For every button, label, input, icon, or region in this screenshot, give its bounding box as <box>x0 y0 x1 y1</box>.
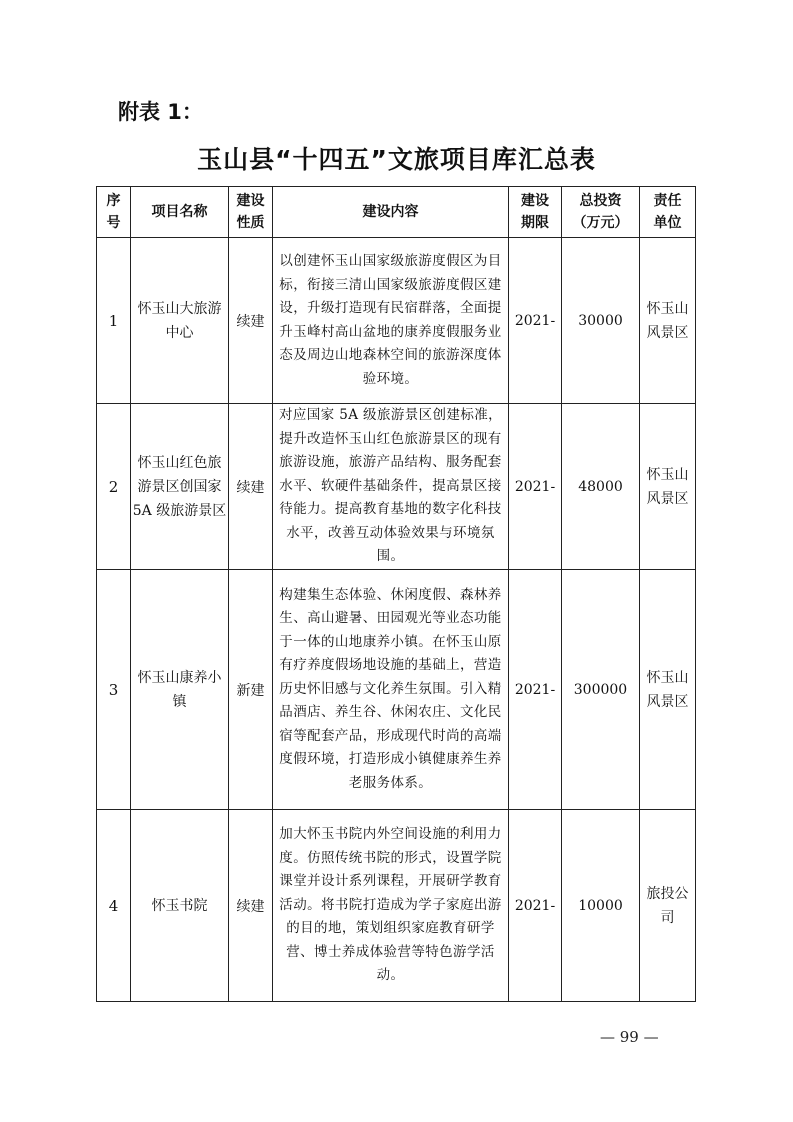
row-content: 加大怀玉书院内外空间设施的利用力度。仿照传统书院的形式，设置学院课堂并设计系列课程，开展研学教育活动。将书院打造成为学子家庭出游的目的地，策划组织家庭教育研学营、博士养成体验营等特色游学活动。 <box>273 810 509 1002</box>
row-period: 2021- <box>509 810 562 1002</box>
row-num: 2 <box>97 404 131 570</box>
row-unit: 怀玉山风景区 <box>640 570 696 810</box>
row-unit: 怀玉山风景区 <box>640 404 696 570</box>
header-name: 项目名称 <box>131 187 229 238</box>
appendix-label: 附表 1： <box>118 100 203 124</box>
row-nature: 续建 <box>229 810 273 1002</box>
row-num: 4 <box>97 810 131 1002</box>
row-project-name: 怀玉山红色旅游景区创国家 5A 级旅游景区 <box>131 404 229 570</box>
header-nature-text: 建设性质 <box>236 193 265 231</box>
row-invest: 300000 <box>562 570 640 810</box>
row-unit: 旅投公司 <box>640 810 696 1002</box>
row-num: 3 <box>97 570 131 810</box>
row-content: 构建集生态体验、休闲度假、森林养生、高山避暑、田园观光等业态功能于一体的山地康养小镇。在怀玉山原有疗养度假场地设施的基础上，营造历史怀旧感与文化养生氛围。引入精品酒店、养生谷、休闲农庄、文化民宿等配套产品，形成现代时尚的高端度假环境，打造形成小镇健康养生养老服务体系。 <box>273 570 509 810</box>
table-header-row <box>97 187 696 238</box>
header-num <box>97 187 131 238</box>
project-summary-table <box>96 186 696 1002</box>
row-invest: 10000 <box>562 810 640 1002</box>
row-period: 2021- <box>509 238 562 404</box>
row-num: 1 <box>97 238 131 404</box>
row-project-name: 怀玉山大旅游中心 <box>131 238 229 404</box>
table-row <box>97 404 696 570</box>
row-unit: 怀玉山风景区 <box>640 238 696 404</box>
row-invest: 30000 <box>562 238 640 404</box>
row-period: 2021- <box>509 404 562 570</box>
row-nature: 续建 <box>229 404 273 570</box>
row-content: 以创建怀玉山国家级旅游度假区为目标，衔接三清山国家级旅游度假区建设，升级打造现有民宿群落，全面提升玉峰村高山盆地的康养度假服务业态及周边山地森林空间的旅游深度体验环境。 <box>273 238 509 404</box>
page-number: — 99 — <box>600 1028 659 1046</box>
page-title: 玉山县“十四五”文旅项目库汇总表 <box>197 145 596 174</box>
header-unit-text: 责任单位 <box>653 193 682 231</box>
row-project-name: 怀玉书院 <box>131 810 229 1002</box>
row-project-name: 怀玉山康养小镇 <box>131 570 229 810</box>
header-unit <box>640 187 696 238</box>
header-period-text: 建设期限 <box>521 193 549 231</box>
table-row <box>97 810 696 1002</box>
header-nature <box>229 187 273 238</box>
header-invest-text: 总投资（万元） <box>572 193 629 231</box>
row-invest: 48000 <box>562 404 640 570</box>
header-num-text: 序号 <box>106 193 121 231</box>
row-nature: 续建 <box>229 238 273 404</box>
row-nature: 新建 <box>229 570 273 810</box>
header-period <box>509 187 562 238</box>
row-period: 2021- <box>509 570 562 810</box>
table-row <box>97 570 696 810</box>
header-invest <box>562 187 640 238</box>
row-content: 对应国家 5A 级旅游景区创建标准，提升改造怀玉山红色旅游景区的现有旅游设施，旅游产品结构、服务配套水平、软硬件基础条件，提高景区接待能力。提高教育基地的数字化科技水平，改善互动体验效果与环境氛围。 <box>273 404 509 570</box>
header-content: 建设内容 <box>273 187 509 238</box>
table-row <box>97 238 696 404</box>
